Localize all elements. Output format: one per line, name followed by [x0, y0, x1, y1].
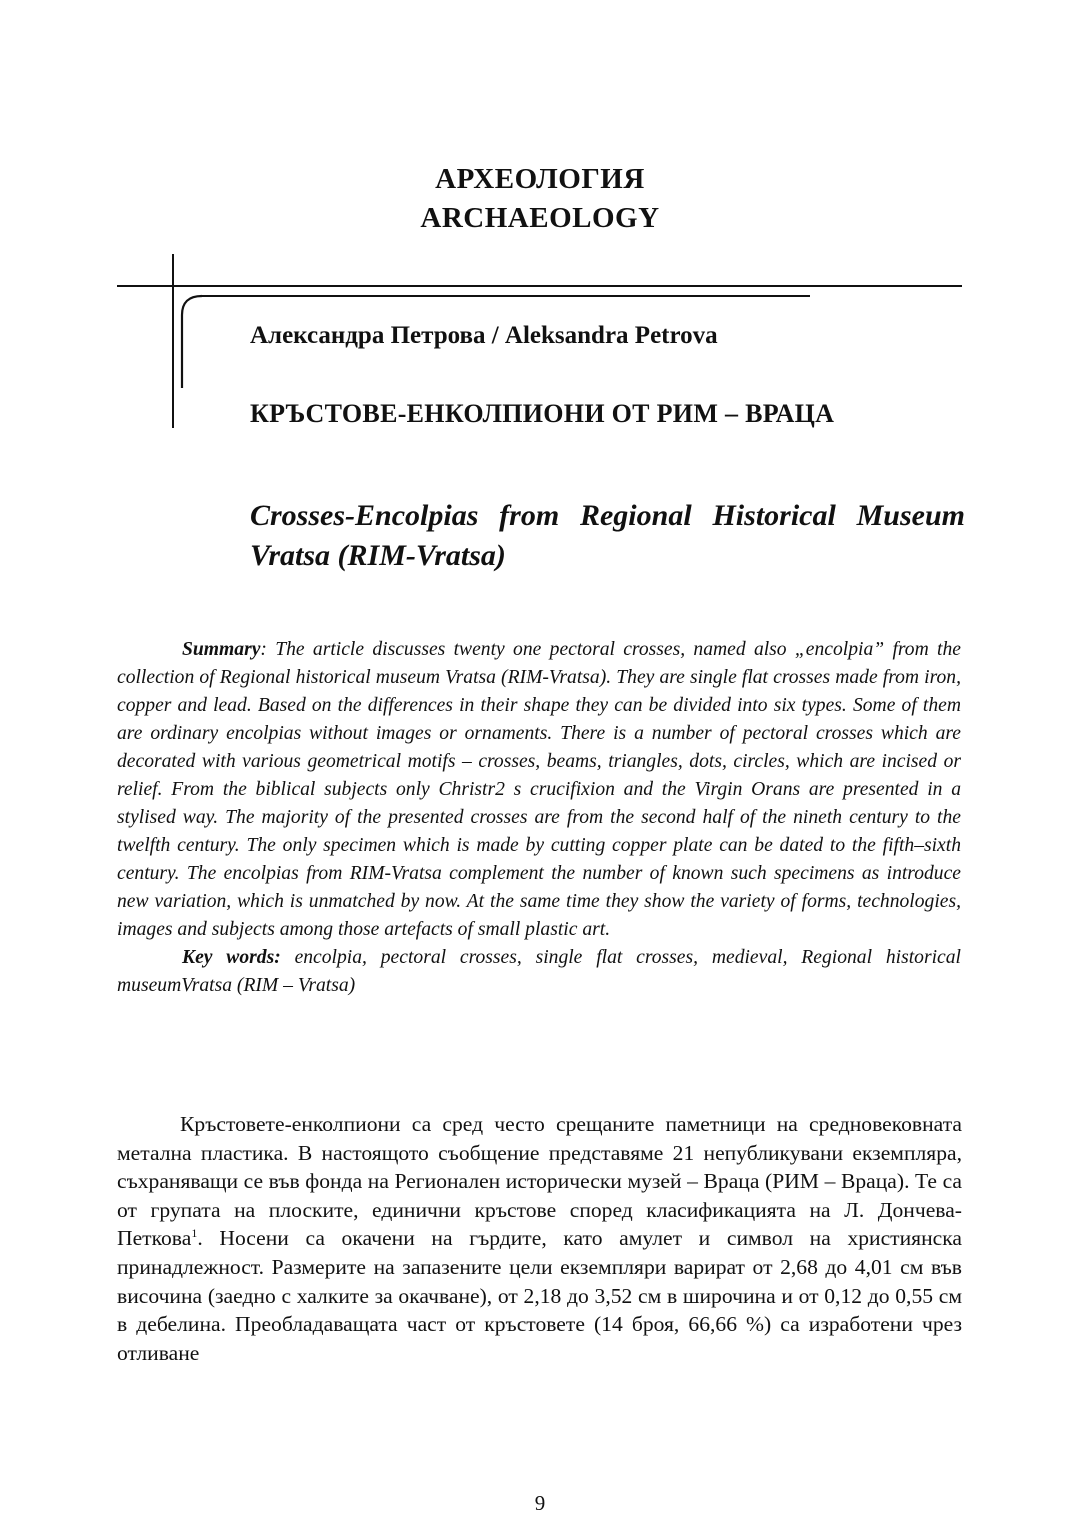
- keywords-text: encolpia, pectoral crosses, single flat crosses, medieval, Regional historical museumVratsa (RIM – Vratsa): [117, 947, 961, 996]
- author-name: Александра Петрова / Aleksandra Petrova: [250, 322, 718, 349]
- body-paragraph: [117, 1110, 962, 1367]
- section-title-bg: АРХЕОЛОГИЯ: [435, 163, 645, 195]
- summary-text: : The article discusses twenty one pectoral crosses, named also „encolpia” from the collection of Regional historical museum Vratsa (RIM-Vratsa). They are single flat crosses made from iron, copper and lead. Based on the differences in their shape they can be divided into six types. Some of them are ordinary encolpias without images or ornaments. There is a number of pectoral crosses which are decorated with various geometrical motifs – crosses, beams, triangles, dots, circles, which are incised or relief. From the biblical subjects only Christr2 s crucifixion and the Virgin Orans are presented in a stylised way. The majority of the presented crosses are from the second half of the nineth century to the twelfth century. The only specimen which is made by cutting copper plate can be dated to the fifth–sixth century. The encolpias from RIM-Vratsa complement the number of known such specimens as introduce new variation, which is unmatched by now. At the same time they show the variety of forms, technologies, images and subjects among those artefacts of small plastic art.: [117, 639, 961, 940]
- frame-top-rule: [117, 285, 962, 287]
- page-number: 9: [534, 1491, 546, 1515]
- body-text-part1: Кръстовете-енколпиони са сред често срещаните паметници на средновековната метална пластика. В настоящото съобщение представяме 21 непубликувани екземпляра, съхраняващи се във фонда на Регионален исторически музей – Враца (РИМ – Враца). Те са от групата на плоските, единични кръстове според класификацията на Л. Дончева-Петкова: [117, 1112, 962, 1251]
- section-title-en: ARCHAEOLOGY: [420, 202, 660, 234]
- body-text: [117, 1110, 962, 1367]
- frame-left-rule: [172, 254, 174, 428]
- footnote-ref: 1: [191, 1226, 198, 1241]
- body-text-part2: . Носени са окачени на гърдите, като амулет и символ на християнска принадлежност. Размерите на запазените цели екземпляри варират от 2,68 до 4,01 см във височина (заедно с халките за окачване), от 2,18 до 3,52 см в широчина и от 0,12 до 0,55 см в дебелина. Преобладаващата част от кръстовете (14 броя, 66,66 %) са изработени чрез отливане: [117, 1226, 962, 1365]
- summary-paragraph: [117, 636, 961, 944]
- summary-block: [117, 636, 961, 1000]
- article-title-bg: КРЪСТОВЕ-ЕНКОЛПИОНИ ОТ РИМ – ВРАЦА: [250, 399, 835, 428]
- summary-label: Summary: [182, 639, 261, 660]
- frame-corner-curve: [178, 293, 204, 389]
- keywords-label: Key words:: [182, 947, 281, 968]
- article-title-en: Crosses-Encolpias from Regional Historical Museum Vratsa (RIM-Vratsa): [250, 499, 965, 572]
- frame-inner-rule: [200, 295, 810, 297]
- keywords-paragraph: [117, 944, 961, 1000]
